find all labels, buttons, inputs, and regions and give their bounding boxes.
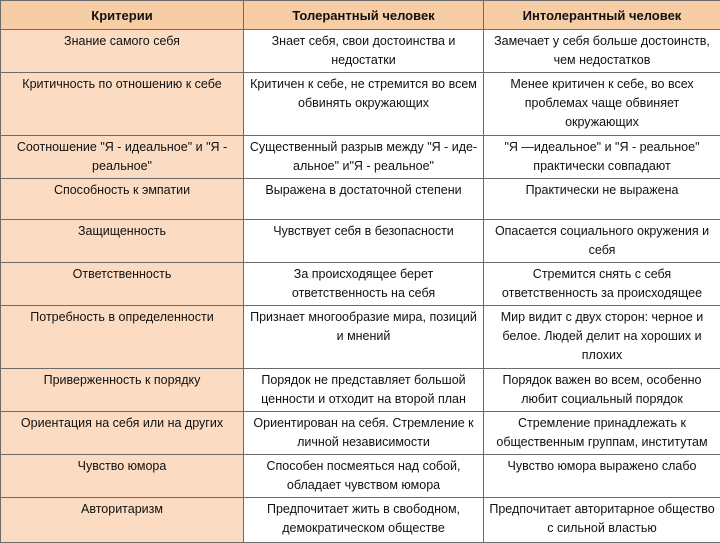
table-header (1, 1, 720, 30)
tolerant-cell: Предпочитает жить в свободном, демократическом обществе (244, 498, 484, 543)
criterion-cell: Потребность в определенности (1, 306, 244, 369)
intolerant-cell: Предпочитает авторитарное общество с сильной властью (484, 498, 720, 543)
criterion-cell: Ответственность (1, 263, 244, 306)
criterion-cell: Защищенность (1, 220, 244, 263)
criterion-cell: Знание самого себя (1, 30, 244, 73)
header-criteria: Критерии (1, 1, 244, 30)
criterion-cell: Приверженность к порядку (1, 369, 244, 412)
tolerant-cell: Чувствует себя в безопасности (244, 220, 484, 263)
intolerant-cell: Замечает у себя больше достоинств, чем недостатков (484, 30, 720, 73)
tolerant-cell: За происходящее берет ответственность на себя (244, 263, 484, 306)
tolerant-cell: Существенный разрыв между "Я - иде-альное" и"Я - реальное" (244, 136, 484, 179)
criterion-cell: Чувство юмора (1, 455, 244, 498)
criterion-cell: Авторитаризм (1, 498, 244, 543)
table-row (1, 455, 720, 498)
tolerant-cell: Критичен к себе, не стремится во всем обвинять окружающих (244, 73, 484, 136)
table-row (1, 220, 720, 263)
criterion-cell: Критичность по отношению к себе (1, 73, 244, 136)
tolerant-cell: Ориентирован на себя. Стремление к личной независимости (244, 412, 484, 455)
intolerant-cell: "Я —идеальное" и "Я - реальное" практически совпадают (484, 136, 720, 179)
intolerant-cell: Стремится снять с себя ответственность за происходящее (484, 263, 720, 306)
table-body (1, 30, 720, 543)
header-row (1, 1, 720, 30)
tolerant-cell: Порядок не представляет большой ценности и отходит на второй план (244, 369, 484, 412)
criterion-cell: Ориентация на себя или на других (1, 412, 244, 455)
header-tolerant: Толерантный человек (244, 1, 484, 30)
header-intolerant: Интолерантный человек (484, 1, 720, 30)
table-row (1, 498, 720, 543)
table-row (1, 263, 720, 306)
intolerant-cell: Чувство юмора выражено слабо (484, 455, 720, 498)
table-row (1, 179, 720, 220)
table-row (1, 369, 720, 412)
tolerant-cell: Способен посмеяться над собой, обладает чувством юмора (244, 455, 484, 498)
tolerant-cell: Знает себя, свои достоинства и недостатки (244, 30, 484, 73)
intolerant-cell: Порядок важен во всем, особенно любит социальный порядок (484, 369, 720, 412)
table-row (1, 136, 720, 179)
table-row (1, 412, 720, 455)
criterion-cell: Способность к эмпатии (1, 179, 244, 220)
intolerant-cell: Менее критичен к себе, во всех проблемах чаще обвиняет окружающих (484, 73, 720, 136)
table-row (1, 306, 720, 369)
intolerant-cell: Стремление принадлежать к общественным группам, институтам (484, 412, 720, 455)
criterion-cell: Соотношение "Я - идеальное" и "Я - реальное" (1, 136, 244, 179)
intolerant-cell: Опасается социального окружения и себя (484, 220, 720, 263)
table-row (1, 30, 720, 73)
table-row (1, 73, 720, 136)
tolerant-cell: Признает многообразие мира, позиций и мнений (244, 306, 484, 369)
tolerant-cell: Выражена в достаточной степени (244, 179, 484, 220)
intolerant-cell: Мир видит с двух сторон: черное и белое. Людей делит на хороших и плохих (484, 306, 720, 369)
intolerant-cell: Практически не выражена (484, 179, 720, 220)
